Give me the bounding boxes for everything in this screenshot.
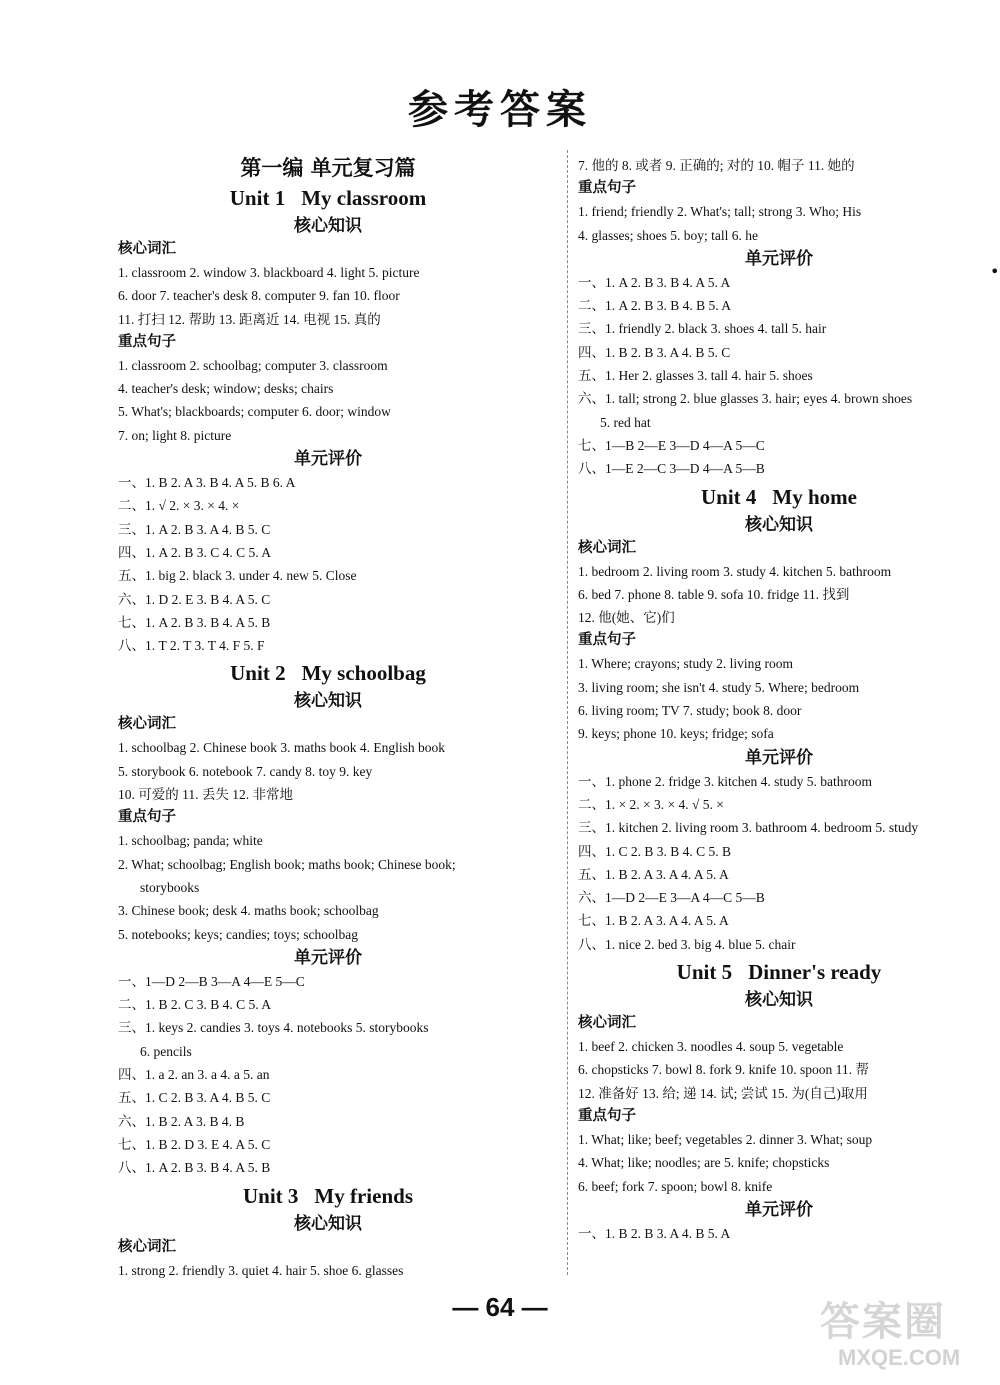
section-subheading: 核心知识 xyxy=(294,1213,362,1234)
section-subheading: 核心知识 xyxy=(745,990,813,1011)
unit-name: My schoolbag xyxy=(301,661,426,686)
section-label: 重点句子 xyxy=(118,333,176,350)
answer-line: 三、1. A 2. B 3. A 4. B 5. C xyxy=(118,521,271,537)
answer-line: 1. bedroom 2. living room 3. study 4. kitchen 5. bathroom xyxy=(578,563,892,579)
right-answer-column xyxy=(578,154,1000,1245)
answer-line: 五、1. big 2. black 3. under 4. new 5. Close xyxy=(118,568,357,584)
answer-line: 二、1. × 2. × 3. × 4. √ 5. × xyxy=(578,796,724,812)
answer-line: 七、1. B 2. D 3. E 4. A 5. C xyxy=(118,1136,271,1152)
unit-name: My classroom xyxy=(301,186,427,210)
section-subheading: 单元评价 xyxy=(294,449,362,470)
section-label: 重点句子 xyxy=(578,180,636,197)
answer-line: 9. keys; phone 10. keys; fridge; sofa xyxy=(578,726,774,742)
answer-line: 一、1. B 2. B 3. A 4. B 5. A xyxy=(578,1225,731,1241)
answer-line: 一、1—D 2—B 3—A 4—E 5—C xyxy=(118,973,305,989)
answer-line: 1. schoolbag 2. Chinese book 3. maths book 4. English book xyxy=(118,740,445,756)
section-label: 核心词汇 xyxy=(578,1015,636,1032)
section-label: 核心词汇 xyxy=(118,716,176,733)
answer-line: 4. What; like; noodles; are 5. knife; chopsticks xyxy=(578,1155,830,1171)
answer-line: 1. friend; friendly 2. What's; tall; strong 3. Who; His xyxy=(578,204,862,220)
unit-heading xyxy=(578,481,980,513)
section-subheading: 核心知识 xyxy=(745,514,813,535)
answer-line: 七、1. A 2. B 3. B 4. A 5. B xyxy=(118,614,271,630)
answer-line: 1. classroom 2. schoolbag; computer 3. classroom xyxy=(118,357,388,373)
answer-line: 3. Chinese book; desk 4. maths book; schoolbag xyxy=(118,903,379,919)
answer-line: 10. 可爱的 11. 丢失 12. 非常地 xyxy=(118,787,293,803)
answer-line: 3. living room; she isn't 4. study 5. Where; bedroom xyxy=(578,679,860,695)
answer-line: 五、1. C 2. B 3. A 4. B 5. C xyxy=(118,1090,271,1106)
answer-line: 6. living room; TV 7. study; book 8. door xyxy=(578,703,802,719)
section-label: 核心词汇 xyxy=(118,1238,176,1255)
answer-line: 一、1. A 2. B 3. B 4. A 5. A xyxy=(578,274,731,290)
answer-line: 4. teacher's desk; window; desks; chairs xyxy=(118,381,334,397)
answer-line: 1. Where; crayons; study 2. living room xyxy=(578,656,793,672)
section-label: 核心词汇 xyxy=(578,539,636,556)
answer-line: 12. 他(她、它)们 xyxy=(578,610,675,626)
watermark-text: 答案圈 xyxy=(820,1299,946,1345)
answer-line: 六、1—D 2—E 3—A 4—C 5—B xyxy=(578,890,765,906)
answer-line: 二、1. √ 2. × 3. × 4. × xyxy=(118,498,240,514)
answer-line: 七、1. B 2. A 3. A 4. A 5. A xyxy=(578,913,729,929)
answer-line: 八、1—E 2—C 3—D 4—A 5—B xyxy=(578,461,765,477)
answer-line: 2. What; schoolbag; English book; maths book; Chinese book; xyxy=(118,856,456,872)
section-label: 重点句子 xyxy=(578,632,636,649)
answer-line: 三、1. friendly 2. black 3. shoes 4. tall 5. hair xyxy=(578,321,827,337)
answer-line: 一、1. phone 2. fridge 3. kitchen 4. study 5. bathroom xyxy=(578,773,872,789)
unit-number: Unit 3 xyxy=(242,1183,299,1208)
unit-heading xyxy=(578,956,980,988)
answer-line: 1. strong 2. friendly 3. quiet 4. hair 5. shoe 6. glasses xyxy=(118,1262,404,1278)
answer-line: 一、1. B 2. A 3. B 4. A 5. B 6. A xyxy=(118,475,296,491)
answer-line: 二、1. A 2. B 3. B 4. B 5. A xyxy=(578,298,732,314)
column-divider xyxy=(567,150,568,1275)
watermark-url: MXQE.COM xyxy=(838,1345,961,1370)
unit-heading xyxy=(118,182,538,214)
answer-line: 六、1. tall; strong 2. blue glasses 3. hair; eyes 4. brown shoes xyxy=(578,391,913,407)
answer-line: 六、1. D 2. E 3. B 4. A 5. C xyxy=(118,591,271,607)
unit-heading xyxy=(118,1180,538,1212)
answer-line: 4. glasses; shoes 5. boy; tall 6. he xyxy=(578,227,758,243)
answer-line: 5. notebooks; keys; candies; toys; schoolbag xyxy=(118,926,358,942)
section-subheading: 单元评价 xyxy=(294,947,362,968)
section-subheading: 核心知识 xyxy=(294,691,362,712)
section-subheading: 单元评价 xyxy=(745,1199,813,1220)
stray-mark: • xyxy=(990,262,1000,281)
answer-line: 12. 准备好 13. 给; 递 14. 试; 尝试 15. 为(自己)取用 xyxy=(578,1085,868,1101)
answer-line: 四、1. B 2. B 3. A 4. B 5. C xyxy=(578,344,731,360)
answer-line: 八、1. A 2. B 3. B 4. A 5. B xyxy=(118,1160,271,1176)
answer-line: 四、1. A 2. B 3. C 4. C 5. A xyxy=(118,544,272,560)
unit-number: Unit 4 xyxy=(700,484,757,509)
answer-line: 四、1. a 2. an 3. a 4. a 5. an xyxy=(118,1067,270,1083)
answer-line: 五、1. B 2. A 3. A 4. A 5. A xyxy=(578,866,729,882)
answer-line: 6. door 7. teacher's desk 8. computer 9. fan 10. floor xyxy=(118,288,400,304)
answer-line: 三、1. keys 2. candies 3. toys 4. notebooks 5. storybooks xyxy=(118,1020,429,1036)
answer-line: 6. beef; fork 7. spoon; bowl 8. knife xyxy=(578,1178,773,1194)
answer-line: 二、1. B 2. C 3. B 4. C 5. A xyxy=(118,997,272,1013)
section-subheading: 核心知识 xyxy=(294,216,362,236)
answer-line: 7. on; light 8. picture xyxy=(118,427,232,443)
answer-line: 七、1—B 2—E 3—D 4—A 5—C xyxy=(578,437,765,453)
page-number: — 64 — xyxy=(452,1292,548,1322)
answer-line: 八、1. nice 2. bed 3. big 4. blue 5. chair xyxy=(578,936,796,952)
answer-line: 6. pencils xyxy=(140,1043,192,1059)
answer-line: 1. What; like; beef; vegetables 2. dinner 3. What; soup xyxy=(578,1131,873,1147)
answer-line: 5. red hat xyxy=(600,414,651,430)
answer-line: 1. schoolbag; panda; white xyxy=(118,833,263,849)
unit-name: Dinner's ready xyxy=(748,960,882,985)
answer-line: 6. bed 7. phone 8. table 9. sofa 10. fridge 11. 找到 xyxy=(578,586,850,602)
unit-name: My friends xyxy=(314,1183,413,1208)
answer-line: 1. beef 2. chicken 3. noodles 4. soup 5. vegetable xyxy=(578,1039,844,1055)
answer-line: 5. What's; blackboards; computer 6. door; window xyxy=(118,404,391,420)
watermark-logo xyxy=(820,1290,990,1375)
unit-name: My home xyxy=(772,484,857,509)
section-subheading: 单元评价 xyxy=(745,747,813,768)
answer-line: 八、1. T 2. T 3. T 4. F 5. F xyxy=(118,638,265,654)
answer-line: 五、1. Her 2. glasses 3. tall 4. hair 5. shoes xyxy=(578,368,813,384)
section-label: 核心词汇 xyxy=(118,241,176,257)
section-label: 重点句子 xyxy=(578,1107,636,1124)
answer-line: 六、1. B 2. A 3. B 4. B xyxy=(118,1113,245,1129)
section-label: 重点句子 xyxy=(118,809,176,826)
part-heading: 第一编 单元复习篇 xyxy=(240,155,416,180)
answer-line: storybooks xyxy=(140,879,200,895)
answer-line: 1. classroom 2. window 3. blackboard 4. light 5. picture xyxy=(118,265,420,280)
answer-line: 11. 打扫 12. 帮助 13. 距离近 14. 电视 15. 真的 xyxy=(118,311,381,327)
section-subheading: 单元评价 xyxy=(745,248,813,269)
unit-number: Unit 2 xyxy=(230,661,286,686)
page-title: 参考答案 xyxy=(408,86,592,133)
answer-line: 三、1. kitchen 2. living room 3. bathroom 4. bedroom 5. study xyxy=(578,820,919,836)
answer-line: 5. storybook 6. notebook 7. candy 8. toy 9. key xyxy=(118,763,373,779)
unit-heading xyxy=(118,657,538,689)
unit-number: Unit 5 xyxy=(676,960,733,985)
answer-line: 6. chopsticks 7. bowl 8. fork 9. knife 10. spoon 11. 帮 xyxy=(578,1062,869,1078)
answer-line: 7. 他的 8. 或者 9. 正确的; 对的 10. 帽子 11. 她的 xyxy=(578,158,855,173)
unit-number: Unit 1 xyxy=(229,186,286,210)
answer-line: 四、1. C 2. B 3. B 4. C 5. B xyxy=(578,843,732,859)
left-answer-column xyxy=(118,154,558,1282)
